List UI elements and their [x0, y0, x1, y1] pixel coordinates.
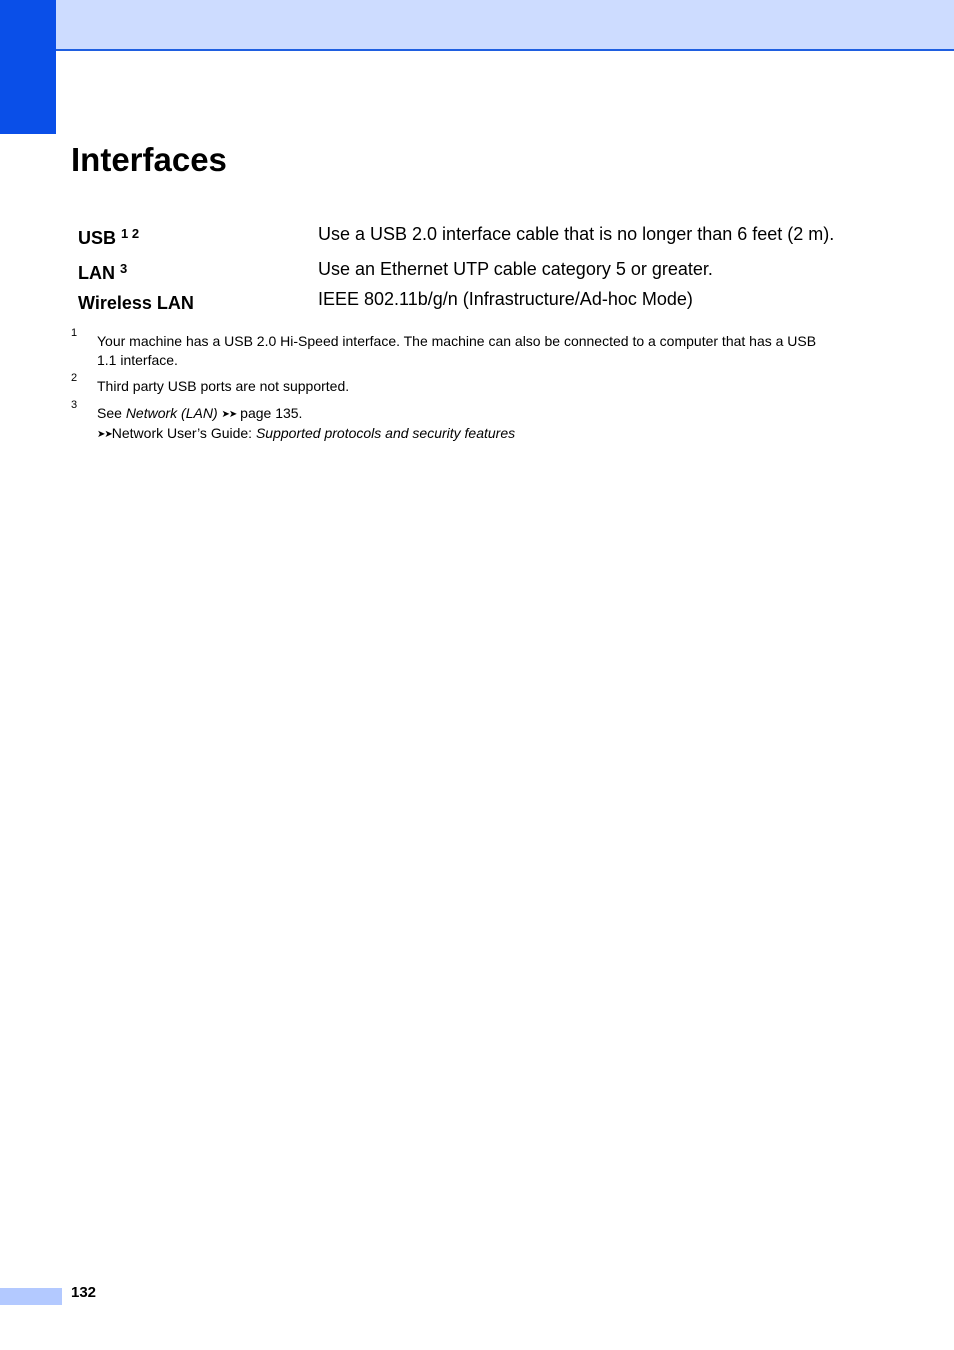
page-title: Interfaces: [71, 141, 227, 178]
header-band: [56, 0, 954, 51]
page-reference: page 135.: [240, 405, 303, 421]
spec-label: Wireless LAN: [78, 293, 194, 313]
spec-value: Use an Ethernet UTP cable category 5 or greater.: [318, 259, 713, 279]
footnote-ref: 3: [120, 261, 128, 276]
cross-reference-link[interactable]: Network (LAN): [125, 405, 218, 421]
footnote-text: Third party USB ports are not supported.: [97, 378, 350, 394]
double-arrow-icon: ➤➤: [97, 429, 112, 440]
spec-row-wireless-lan: [78, 291, 898, 321]
spec-label: LAN $^3$: [78, 261, 128, 283]
guide-section-link[interactable]: Supported protocols and security features: [255, 425, 516, 441]
footnote-number: 3: [71, 399, 78, 411]
page-number: 132: [71, 1284, 97, 1301]
footnote-number: 2: [71, 372, 78, 384]
page-number-band: [0, 1288, 62, 1305]
spec-value: IEEE 802.11b/g/n (Infrastructure/Ad-hoc Mode): [318, 289, 693, 309]
footnote-ref: 1 2: [121, 226, 140, 241]
spec-row-usb: [78, 226, 898, 256]
footnote-text: Your machine has a USB 2.0 Hi-Speed interface. The machine can also be connected to a computer that has a USB 1.1 interface.: [97, 333, 817, 368]
double-arrow-icon: ➤➤: [221, 409, 237, 420]
footnote-text: See Network (LAN) ➤➤ page 135. ➤➤Network User’s Guide: Supported protocols and security features: [97, 405, 516, 441]
chapter-tab: [0, 0, 56, 134]
footnote-number: 1: [71, 327, 78, 339]
spec-value: Use a USB 2.0 interface cable that is no longer than 6 feet (2 m).: [318, 224, 835, 244]
spec-label: USB $^{1 2}$: [78, 226, 140, 248]
